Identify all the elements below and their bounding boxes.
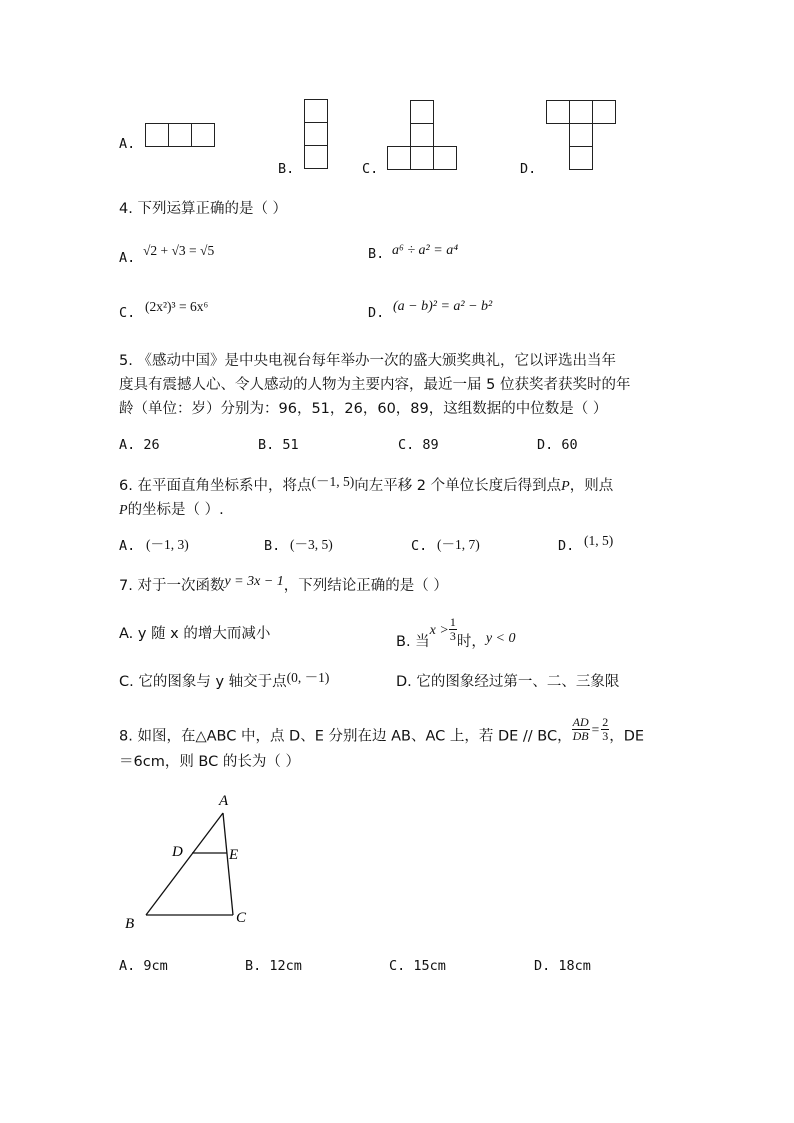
q8-option-c: C. 15cm — [389, 958, 446, 974]
q4-option-b-expr: a⁶ ÷ a² = a⁴ — [392, 243, 459, 258]
q4-option-a-label: A. — [119, 250, 136, 266]
q8-text-a: 8. 如图，在△ABC 中，点 D、E 分别在边 AB、AC 上，若 DE // BC， — [119, 728, 572, 745]
point-d-label: D — [172, 844, 183, 860]
q7-option-c-text: C. 它的图象与 y 轴交于点 — [119, 674, 287, 690]
q3-option-b-label: B. — [278, 161, 295, 177]
q6-line-1 — [119, 474, 613, 495]
q6-text-a: 6. 在平面直角坐标系中，将点 — [119, 478, 312, 494]
q8-line-1 — [119, 715, 645, 750]
q7-option-b-fraction — [449, 616, 457, 643]
q7-option-b-time: 时， — [456, 633, 486, 650]
q6-option-c-expr: (－1, 7) — [437, 537, 480, 552]
q6-option-b-label: B. — [264, 538, 281, 554]
q7-option-a: A. y 随 x 的增大而减小 — [119, 626, 271, 642]
q5-option-a: A. 26 — [119, 437, 160, 453]
q5-line-3: 龄（单位：岁）分别为：96，51，26，60，89，这组数据的中位数是（ ） — [119, 401, 608, 417]
q6-point-p-2: P — [119, 503, 128, 518]
q6-option-b-expr: (－3, 5) — [290, 537, 333, 552]
q8-option-a: A. 9cm — [119, 958, 168, 974]
q8-option-b: B. 12cm — [245, 958, 302, 974]
q7-option-b-label: B. 当 — [396, 633, 430, 650]
q6-option-a-label: A. — [119, 538, 136, 554]
q8-value-den: 3 — [602, 729, 609, 743]
q6-option-d-expr: (1, 5) — [584, 533, 614, 548]
q8-line-2: ＝6cm，则 BC 的长为（ ） — [119, 754, 300, 770]
q7-option-c — [119, 670, 329, 691]
q8-option-d: D. 18cm — [534, 958, 591, 974]
q4-option-b-label: B. — [368, 246, 385, 262]
q5-line-1: 5. 《感动中国》是中央电视台每年举办一次的盛大颁奖典礼，它以评选出当年 — [119, 353, 616, 369]
q7-option-b-cond: x > — [429, 622, 449, 638]
edge-ab — [146, 813, 223, 915]
q8-equals: = — [591, 721, 600, 737]
q7-option-d: D. 它的图象经过第一、二、三象限 — [396, 674, 620, 690]
q7-function: y = 3x − 1 — [224, 574, 284, 589]
vertex-c-label: C — [236, 910, 247, 926]
q6-point: (－1, 5) — [311, 474, 355, 489]
q4-option-d-label: D. — [368, 305, 385, 321]
q7-stem — [119, 574, 448, 595]
q4-option-d-expr: (a − b)² = a² − b² — [393, 299, 493, 314]
q4-option-a-expr: √2 + √3 = √5 — [143, 243, 215, 258]
vertex-a-label: A — [219, 793, 229, 809]
q5-option-b: B. 51 — [258, 437, 299, 453]
q6-point-p: P — [561, 479, 570, 494]
q7-option-b-result: y < 0 — [485, 630, 516, 646]
q8-triangle-figure — [115, 788, 265, 938]
q6-line-2 — [119, 498, 224, 519]
q8-ratio-den: DB — [572, 729, 589, 743]
vertex-b-label: B — [125, 916, 135, 932]
q6-text-b: 向左平移 2 个单位长度后得到点 — [354, 478, 562, 494]
q7-option-c-point: (0, －1) — [286, 670, 330, 685]
q6-text-c: ，则点 — [569, 478, 614, 494]
q7-option-b — [396, 614, 516, 650]
q6-option-c-label: C. — [411, 538, 428, 554]
point-e-label: E — [229, 847, 239, 863]
q7-frac-den: 3 — [449, 629, 456, 643]
q6-option-d-label: D. — [558, 538, 575, 554]
q5-line-2: 度具有震撼人心、令人感动的人物为主要内容，最近一届 5 位获奖者获奖时的年 — [119, 377, 631, 393]
q4-option-c-expr: (2x²)³ = 6x⁶ — [145, 299, 209, 314]
q8-value-fraction — [601, 716, 609, 743]
q8-ratio-num: AD — [572, 715, 589, 729]
q5-option-d: D. 60 — [537, 437, 578, 453]
q6-text-d: 的坐标是（ ）. — [127, 502, 224, 518]
q3-option-c-label: C. — [362, 161, 379, 177]
q7-stem-a: 7. 对于一次函数 — [119, 578, 225, 594]
q8-value-num: 2 — [602, 715, 609, 729]
edge-ac — [223, 813, 233, 915]
q8-ratio-fraction — [572, 716, 590, 743]
q8-text-b: ，DE — [609, 728, 645, 745]
q4-option-c-label: C. — [119, 305, 136, 321]
q7-stem-b: ，下列结论正确的是（ ） — [283, 578, 448, 594]
q3-option-a-label: A. — [119, 136, 136, 152]
q4-stem: 4. 下列运算正确的是（ ） — [119, 201, 288, 217]
q3-option-d-label: D. — [520, 161, 537, 177]
q5-option-c: C. 89 — [398, 437, 439, 453]
q7-frac-num: 1 — [449, 615, 456, 629]
q6-option-a-expr: (－1, 3) — [146, 537, 189, 552]
